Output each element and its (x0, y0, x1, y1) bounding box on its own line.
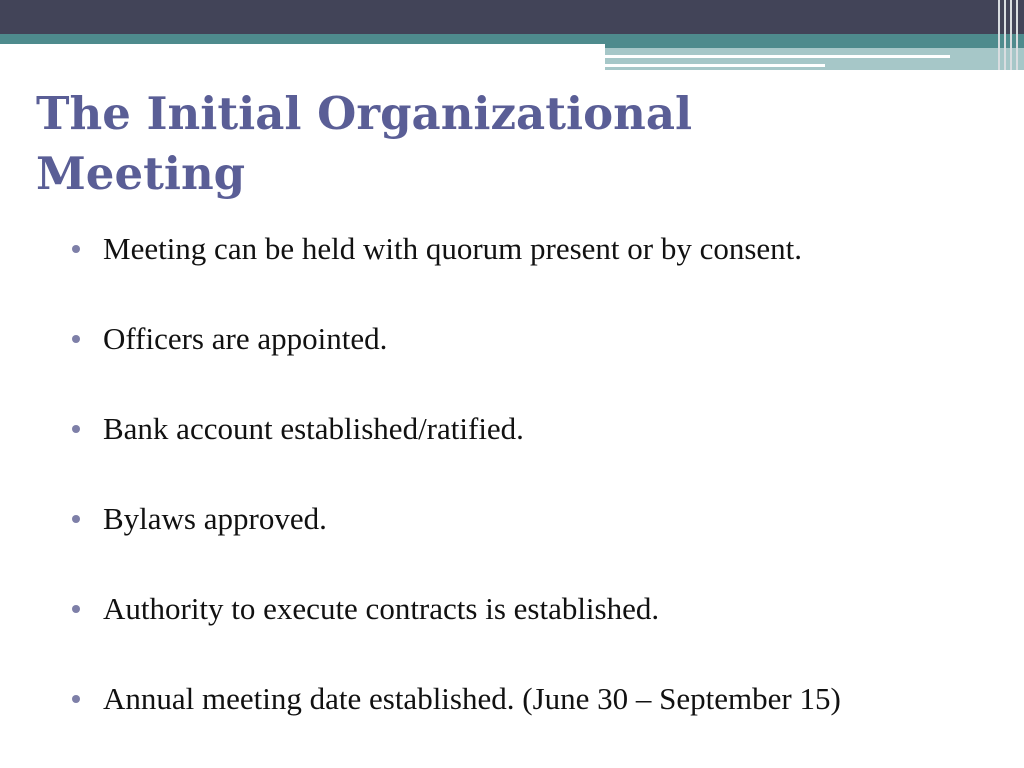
list-item (72, 678, 972, 720)
list-item (72, 228, 972, 270)
list-item (72, 498, 972, 540)
bullet-dot-icon (72, 515, 80, 523)
list-item-text: Meeting can be held with quorum present or by consent. (103, 231, 803, 266)
bullet-dot-icon (72, 695, 80, 703)
list-item-text: Bylaws approved. (103, 501, 327, 536)
bullet-dot-icon (72, 335, 80, 343)
list-item-text: Officers are appointed. (103, 321, 388, 356)
list-item (72, 588, 972, 630)
list-item-text: Annual meeting date established. (June 30 – September 15) (103, 681, 841, 716)
list-item (72, 318, 972, 360)
corner-decoration (996, 0, 1024, 70)
header-band-dark (0, 0, 1024, 34)
header-stripe (0, 44, 605, 50)
header-stripe (605, 55, 950, 58)
bullet-dot-icon (72, 605, 80, 613)
bullet-dot-icon (72, 245, 80, 253)
list-item-text: Bank account established/ratified. (103, 411, 524, 446)
list-item (72, 408, 972, 450)
bullet-dot-icon (72, 425, 80, 433)
header-stripe (605, 64, 825, 67)
bullet-list (72, 228, 972, 768)
slide-title: The Initial Organizational Meeting (36, 87, 693, 200)
list-item-text: Authority to execute contracts is established. (103, 591, 660, 626)
